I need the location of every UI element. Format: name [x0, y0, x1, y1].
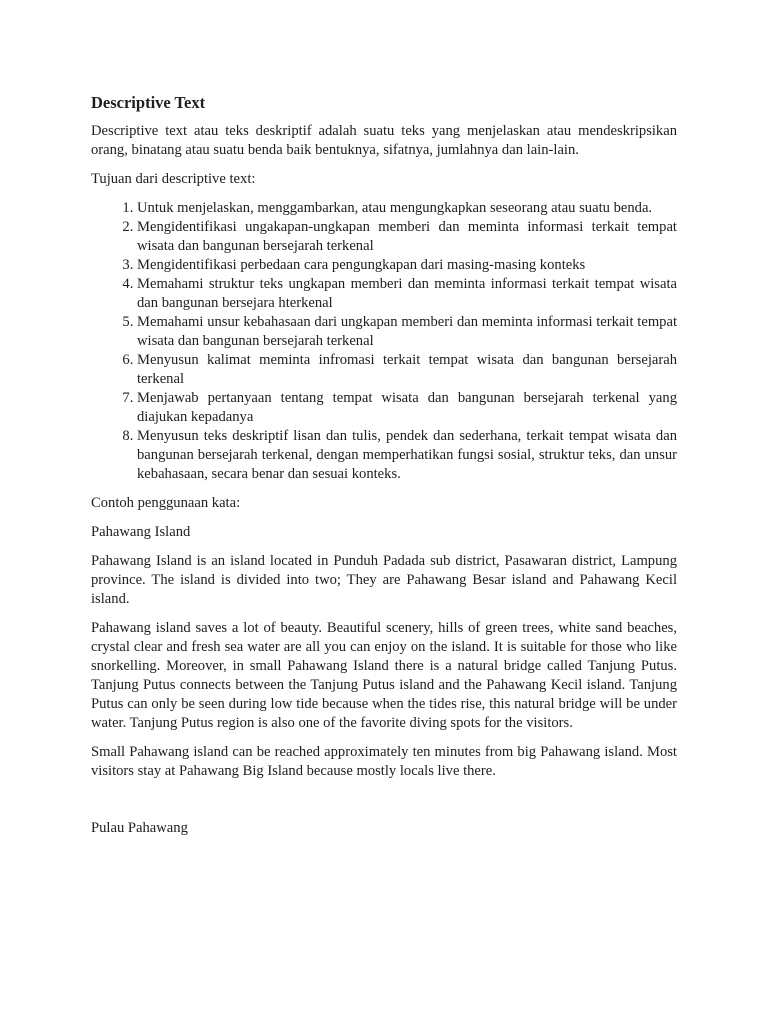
list-item: 3. Mengidentifikasi perbedaan cara pengungkapan dari masing-masing konteks: [137, 256, 677, 275]
example-paragraph: Small Pahawang island can be reached approximately ten minutes from big Pahawang island. Most visitors stay at Pahawang Big Island because mostly locals live there.: [91, 744, 677, 779]
list-item: 8. Menyusun teks deskriptif lisan dan tulis, pendek dan sederhana, terkait tempat wisata dan bangunan bersejarah terkenal, dengan memperhatikan fungsi sosial, struktur teks, dan unsur kebahasaan, secara benar dan sesuai konteks.: [137, 427, 677, 484]
list-item: 4. Memahami struktur teks ungkapan memberi dan meminta informasi terkait tempat wisata dan bangunan bersejara hterkenal: [137, 275, 677, 313]
purpose-list: [91, 199, 677, 484]
footer-heading: Pulau Pahawang: [91, 820, 188, 836]
document-title: Descriptive Text: [91, 93, 206, 112]
example-heading: Contoh penggunaan kata:: [91, 495, 241, 511]
example-paragraph: Pahawang Island is an island located in Punduh Padada sub district, Pasawaran district, Lampung province. The island is divided into two; They are Pahawang Besar island and Pahawang Kecil island.: [91, 553, 677, 607]
example-title: Pahawang Island: [91, 524, 191, 540]
list-item: 7. Menjawab pertanyaan tentang tempat wisata dan bangunan bersejarah terkenal yang diajukan kepadanya: [137, 389, 677, 427]
purpose-heading: Tujuan dari descriptive text:: [91, 171, 256, 187]
list-item: 6. Menyusun kalimat meminta infromasi terkait tempat wisata dan bangunan bersejarah terkenal: [137, 351, 677, 389]
list-item: 2. Mengidentifikasi ungakapan-ungkapan memberi dan meminta informasi terkait tempat wisata dan bangunan bersejarah terkenal: [137, 218, 677, 256]
list-item: 1. Untuk menjelaskan, menggambarkan, atau mengungkapkan seseorang atau suatu benda.: [137, 199, 677, 218]
list-item: 5. Memahami unsur kebahasaan dari ungkapan memberi dan meminta informasi terkait tempat wisata dan bangunan bersejarah terkenal: [137, 313, 677, 351]
spacer: [91, 791, 677, 819]
example-paragraph: Pahawang island saves a lot of beauty. Beautiful scenery, hills of green trees, white sand beaches, crystal clear and fresh sea water are all you can enjoy on the island. It is suitable for those who like snorkelling. Moreover, in small Pahawang Island there is a natural bridge called Tanjung Putus. Tanjung Putus connects between the Tanjung Putus island and the Pahawang Kecil island. Tanjung Putus can only be seen during low tide because when the tides rise, this natural bridge will be under water. Tanjung Putus region is also one of the favorite diving spots for the visitors.: [91, 620, 677, 731]
intro-paragraph: Descriptive text atau teks deskriptif adalah suatu teks yang menjelaskan atau mendeskripsikan orang, binatang atau suatu benda baik bentuknya, sifatnya, jumlahnya dan lain-lain.: [91, 123, 677, 158]
